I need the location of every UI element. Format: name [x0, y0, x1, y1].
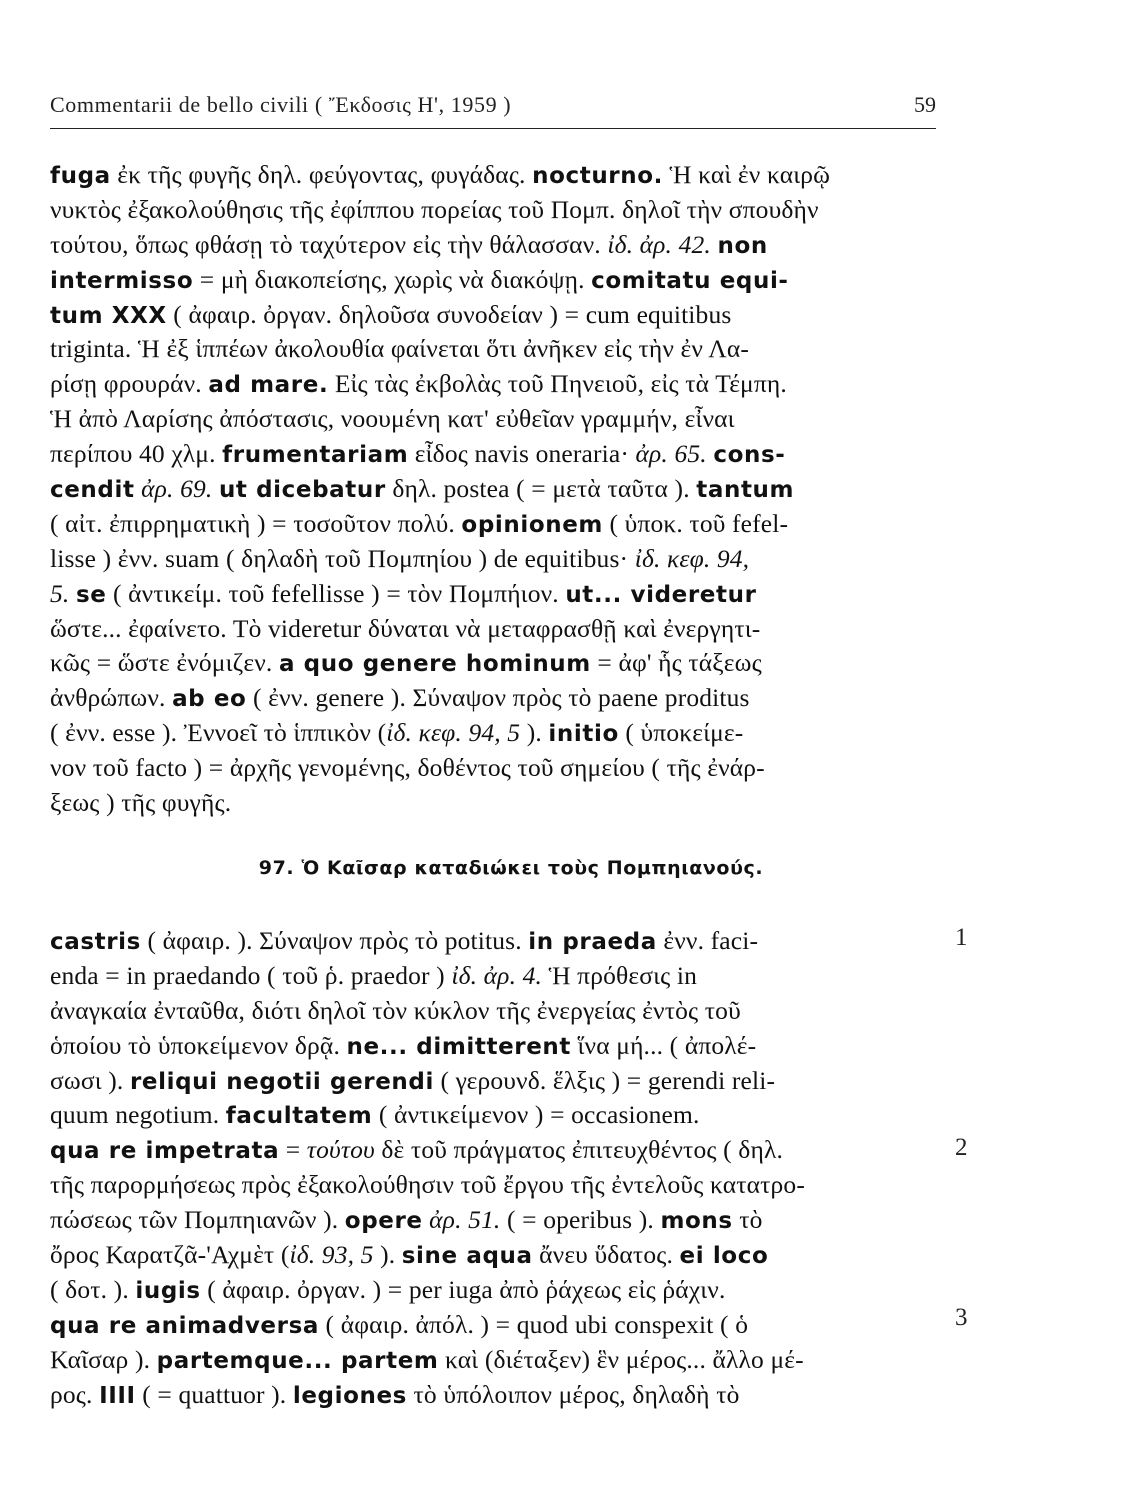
text-line: περίπου 40 χλμ. frumentariam εἶδος navis oneraria· ἀρ. 65. cons- — [50, 439, 786, 469]
text-line: σωσι ). reliqui negotii gerendi ( γερουνδ. ἕλξις ) = gerendi reli- — [50, 1065, 776, 1095]
text-line: Καῖσαρ ). partemque... partem καὶ (διέταξεν) ἓν μέρος... ἄλλο μέ- — [50, 1344, 804, 1374]
text-line: ( ἐνν. esse ). Ἐννοεῖ τὸ ἱππικὸν (ἰδ. κεφ. 94, 5 ). initio ( ὑποκείμε- — [50, 718, 744, 748]
text-line: ὄρος Καρατζᾶ-'Αχμὲτ (ἰδ. 93, 5 ). sine aqua ἄνευ ὕδατος. ei loco — [50, 1240, 769, 1270]
text-line: κῶς = ὥστε ἐνόμιζεν. a quo genere hominum = ἀφ' ἧς τάξεως — [50, 648, 762, 678]
text-line: ὥστε... ἐφαίνετο. Τὸ videretur δύναται νὰ μεταφρασθῇ καὶ ἐνεργητι- — [50, 613, 761, 643]
text-line: enda = in praedando ( τοῦ ῥ. praedor ) ἰδ. ἀρ. 4. Ἡ πρόθεσις in — [50, 960, 698, 990]
text-line: νυκτὸς ἐξακολούθησις τῆς ἐφίππου πορείας τοῦ Πομπ. δηλοῖ τὴν σπουδὴν — [50, 194, 819, 224]
text-line: qua re impetrata = τούτου δὲ τοῦ πράγματος ἐπιτευχθέντος ( δηλ. — [50, 1135, 783, 1165]
margin-line-number: 1 — [955, 924, 968, 951]
text-line: τῆς παρορμήσεως πρὸς ἐξακολούθησιν τοῦ ἔργου τῆς ἐντελοῦς κατατρο- — [50, 1170, 805, 1200]
margin-line-number: 3 — [955, 1304, 968, 1331]
text-line: castris ( ἀφαιρ. ). Σύναψον πρὸς τὸ potitus. in praeda ἐνν. faci- — [50, 926, 759, 955]
text-line: ἀνθρώπων. ab eo ( ἐνν. genere ). Σύναψον πρὸς τὸ paene proditus — [50, 683, 750, 713]
text-line: 5. se ( ἀντικείμ. τοῦ fefellisse ) = τὸν Πομπήιον. ut... videretur — [50, 578, 757, 608]
text-line: τούτου, ὅπως φθάσῃ τὸ ταχύτερον εἰς τὴν θάλασσαν. ἰδ. ἀρ. 42. non — [50, 229, 768, 259]
text-line: intermisso = μὴ διακοπείσης, χωρὶς νὰ διακόψῃ. comitatu equi- — [50, 264, 789, 294]
text-line: ( δοτ. ). iugis ( ἀφαιρ. ὀργαν. ) = per iuga ἀπὸ ῥάχεως εἰς ῥάχιν. — [50, 1274, 726, 1304]
text-line: ρος. IIII ( = quattuor ). legiones τὸ ὑπόλοιπον μέρος, δηλαδὴ τὸ — [50, 1379, 740, 1409]
margin-line-number: 2 — [955, 1134, 968, 1161]
running-title: Commentarii de bello civili ( Ἔκδοσις Η', 1959 ) — [50, 92, 512, 117]
text-line: fuga ἐκ τῆς φυγῆς δηλ. φεύγοντας, φυγάδας. nocturno. Ἡ καὶ ἐν καιρῷ — [50, 160, 831, 189]
running-header — [50, 92, 936, 124]
text-line: Ἡ ἀπὸ Λαρίσης ἀπόστασις, νοουμένη κατ' εὐθεῖαν γραμμήν, εἶναι — [50, 404, 735, 434]
commentary-paragraph-1 — [50, 158, 936, 821]
text-line: ξεως ) τῆς φυγῆς. — [50, 788, 232, 818]
text-line: quum negotium. facultatem ( ἀντικείμενον ) = occasionem. — [50, 1100, 700, 1130]
text-line: ρίσῃ φρουράν. ad mare. Εἰς τὰς ἐκβολὰς τοῦ Πηνειοῦ, εἰς τὰ Τέμπη. — [50, 369, 787, 399]
text-line: triginta. Ἡ ἐξ ἱππέων ἀκολουθία φαίνεται ὅτι ἀνῆκεν εἰς τὴν ἐν Λα- — [50, 334, 750, 364]
page-number: 59 — [914, 92, 936, 117]
text-line: ὁποίου τὸ ὑποκείμενον δρᾷ. ne... dimitterent ἵνα μή... ( ἀπολέ- — [50, 1030, 757, 1060]
commentary-paragraph-2 — [50, 924, 936, 1412]
text-line: ἀναγκαία ἐνταῦθα, διότι δηλοῖ τὸν κύκλον τῆς ἐνεργείας ἐντὸς τοῦ — [50, 995, 741, 1025]
text-line: πώσεως τῶν Πομπηιανῶν ). opere ἀρ. 51. ( = operibus ). mons τὸ — [50, 1205, 763, 1235]
text-line: νον τοῦ facto ) = ἀρχῆς γενομένης, δοθέντος τοῦ σημείου ( τῆς ἐνάρ- — [50, 753, 765, 783]
text-line: tum XXX ( ἀφαιρ. ὀργαν. δηλοῦσα συνοδείαν ) = cum equitibus — [50, 299, 732, 329]
section-heading: 97. Ὁ Καῖσαρ καταδιώκει τοὺς Πομπηιανούς. — [258, 857, 764, 879]
text-line: cendit ἀρ. 69. ut dicebatur δηλ. postea ( = μετὰ ταῦτα ). tantum — [50, 474, 795, 504]
header-rule — [50, 128, 936, 129]
text-line: qua re animadversa ( ἀφαιρ. ἀπόλ. ) = quod ubi conspexit ( ὁ — [50, 1309, 749, 1339]
text-line: ( αἰτ. ἐπιρρηματικὴ ) = τοσοῦτον πολύ. opinionem ( ὑποκ. τοῦ fefel- — [50, 508, 789, 538]
text-line: lisse ) ἐνν. suam ( δηλαδὴ τοῦ Πομπηίου ) de equitibus· ἰδ. κεφ. 94, — [50, 543, 750, 573]
